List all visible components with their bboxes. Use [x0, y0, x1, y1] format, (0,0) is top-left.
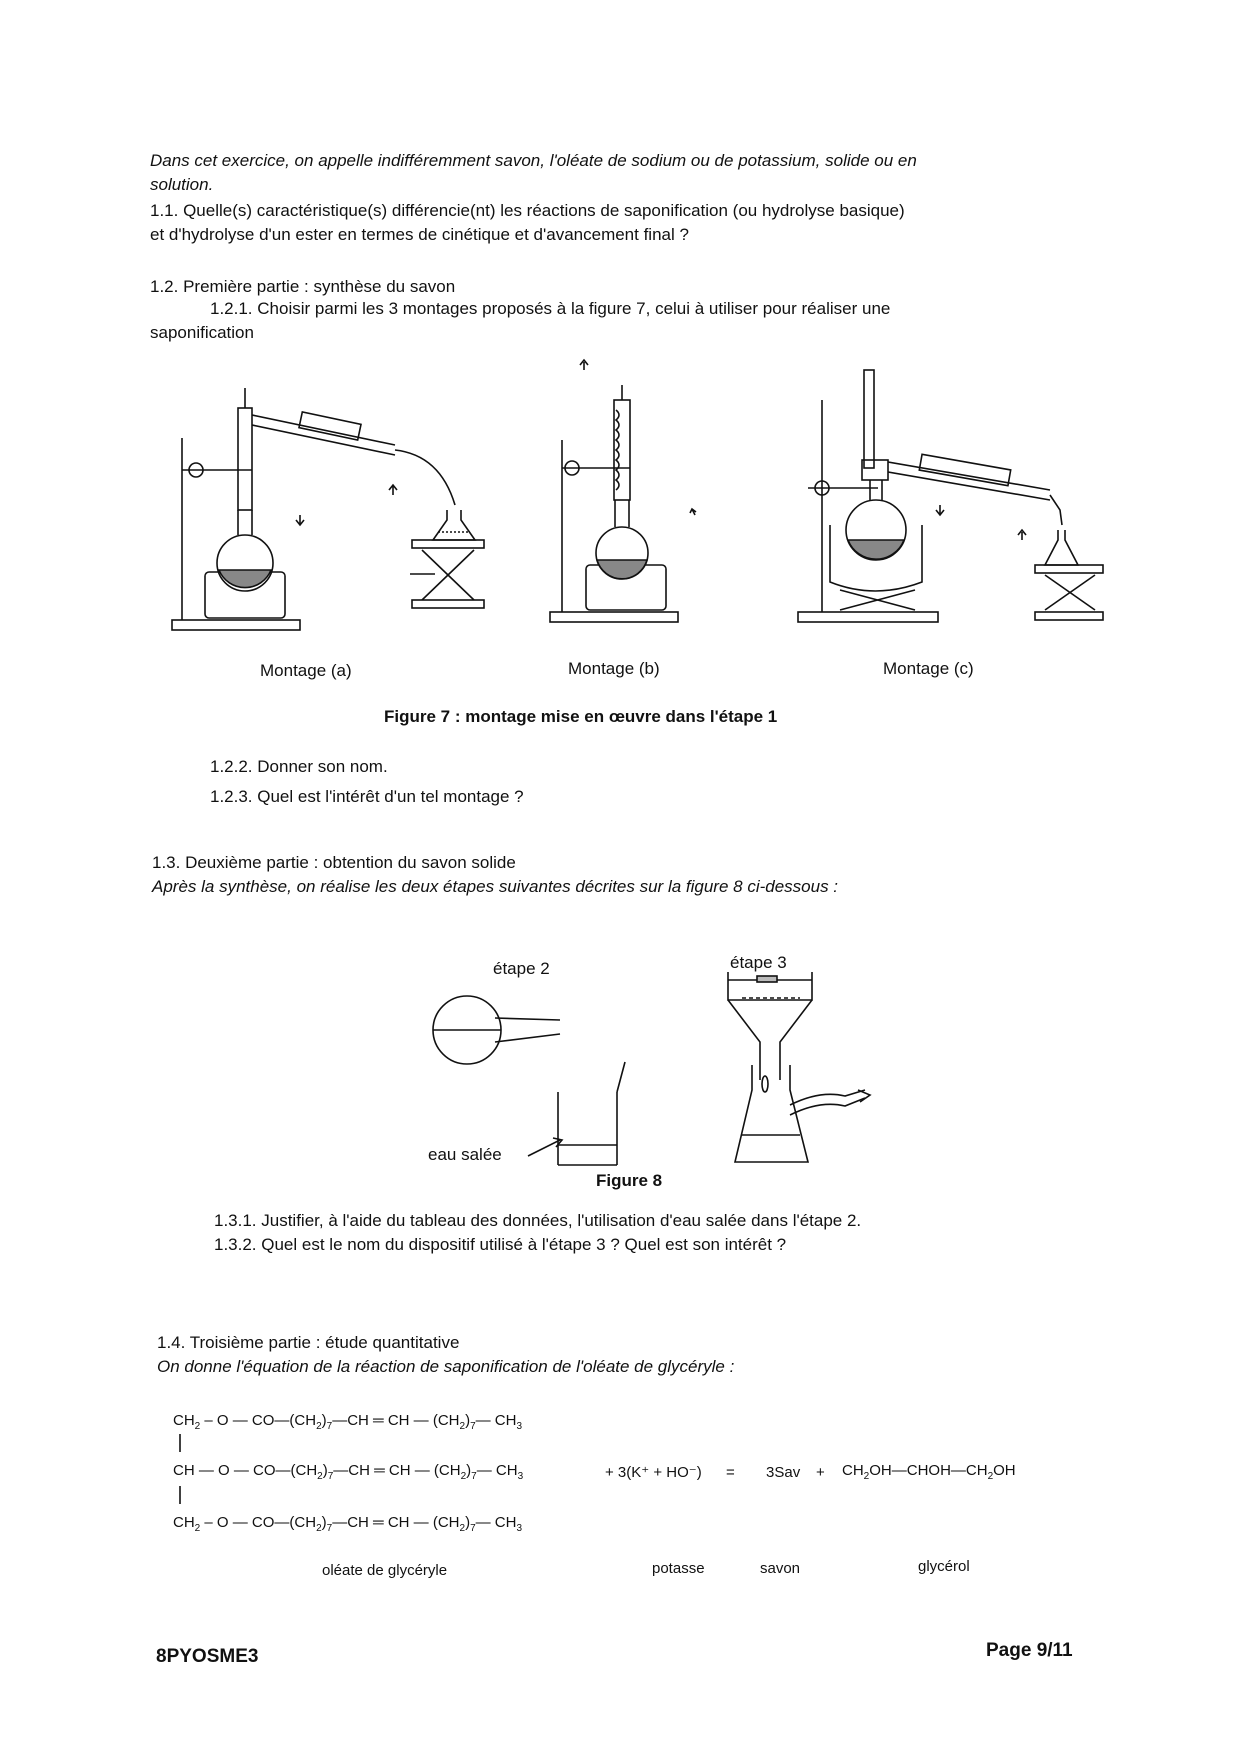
question-1-3-2: 1.3.2. Quel est le nom du dispositif utilisé à l'étape 3 ? Quel est son intérêt ?	[214, 1235, 787, 1254]
part-2-intro: Après la synthèse, on réalise les deux étapes suivantes décrites sur la figure 8 ci-dessous :	[152, 877, 839, 896]
soap-formula: 3Sav	[766, 1464, 801, 1481]
ester-line-1: $CH_2$ – O — $CO—(CH_2)_7—CH$ ═ CH — $(CH_2)_7—$ $CH_3$	[173, 1412, 523, 1432]
figure-7-setups	[0, 0, 1240, 700]
question-1-1-line-2: et d'hydrolyse d'un ester en termes de cinétique et d'avancement final ?	[150, 225, 689, 244]
ester-line-2: CH — O — $CO—(CH_2)_7—CH$ ═ CH — $(CH_2)_7—$ $CH_3$	[173, 1462, 524, 1482]
figure-7-caption: Figure 7 : montage mise en œuvre dans l'étape 1	[384, 707, 778, 726]
montage-a-label: Montage (a)	[260, 661, 352, 680]
bond-2	[177, 1484, 187, 1514]
part-3-intro: On donne l'équation de la réaction de saponification de l'oléate de glycéryle :	[157, 1357, 735, 1376]
footer-code: 8PYOSME3	[156, 1646, 259, 1667]
ester-line-3: $CH_2$ – O — $CO—(CH_2)_7—CH$ ═ CH — $(CH_2)_7—$ $CH_3$	[173, 1514, 523, 1534]
montage-c-label: Montage (c)	[883, 659, 974, 678]
intro-line-2: solution.	[150, 175, 214, 194]
part-1-title: 1.2. Première partie : synthèse du savon	[150, 277, 456, 296]
plus-sign: +	[816, 1464, 825, 1481]
step-3-drawing	[728, 972, 870, 1162]
figure-8-caption: Figure 8	[596, 1171, 663, 1190]
question-1-2-1-line-1: 1.2.1. Choisir parmi les 3 montages proposés à la figure 7, celui à utiliser pour réaliser une	[210, 299, 891, 318]
question-1-2-3: 1.2.3. Quel est l'intérêt d'un tel montage ?	[210, 787, 524, 806]
footer-page: Page 9/11	[986, 1640, 1073, 1661]
montage-b-label: Montage (b)	[568, 659, 660, 678]
label-potasse: potasse	[652, 1560, 705, 1577]
equals-sign: =	[726, 1464, 735, 1481]
potasse-formula: + 3(K⁺ + HO⁻)	[605, 1464, 702, 1481]
bond-1	[177, 1432, 187, 1462]
etape-3-label: étape 3	[730, 953, 787, 972]
question-1-2-1-line-2: saponification	[150, 323, 254, 342]
montage-c-drawing	[798, 370, 1103, 622]
intro-line-1: Dans cet exercice, on appelle indifféremment savon, l'oléate de sodium ou de potassium, solide ou en	[150, 151, 917, 170]
eau-salee-label: eau salée	[428, 1145, 502, 1164]
label-ester: oléate de glycéryle	[322, 1562, 448, 1579]
question-1-3-1: 1.3.1. Justifier, à l'aide du tableau des données, l'utilisation d'eau salée dans l'étape 2.	[214, 1211, 862, 1230]
label-savon: savon	[760, 1560, 801, 1577]
etape-2-label: étape 2	[493, 959, 550, 978]
label-glycerol: glycérol	[918, 1558, 970, 1575]
glycerol-formula: $CH_2OH—CHOH—CH_2OH$	[842, 1462, 1016, 1482]
figure-8-steps	[0, 940, 1240, 1240]
question-1-2-2: 1.2.2. Donner son nom.	[210, 757, 388, 776]
part-2-title: 1.3. Deuxième partie : obtention du savon solide	[152, 853, 516, 872]
montage-a-drawing	[172, 388, 484, 630]
question-1-1-line-1: 1.1. Quelle(s) caractéristique(s) différencie(nt) les réactions de saponification (ou hydrolyse basique)	[150, 201, 905, 220]
part-3-title: 1.4. Troisième partie : étude quantitative	[157, 1333, 460, 1352]
step-2-drawing	[433, 996, 625, 1165]
montage-b-drawing	[550, 360, 696, 622]
